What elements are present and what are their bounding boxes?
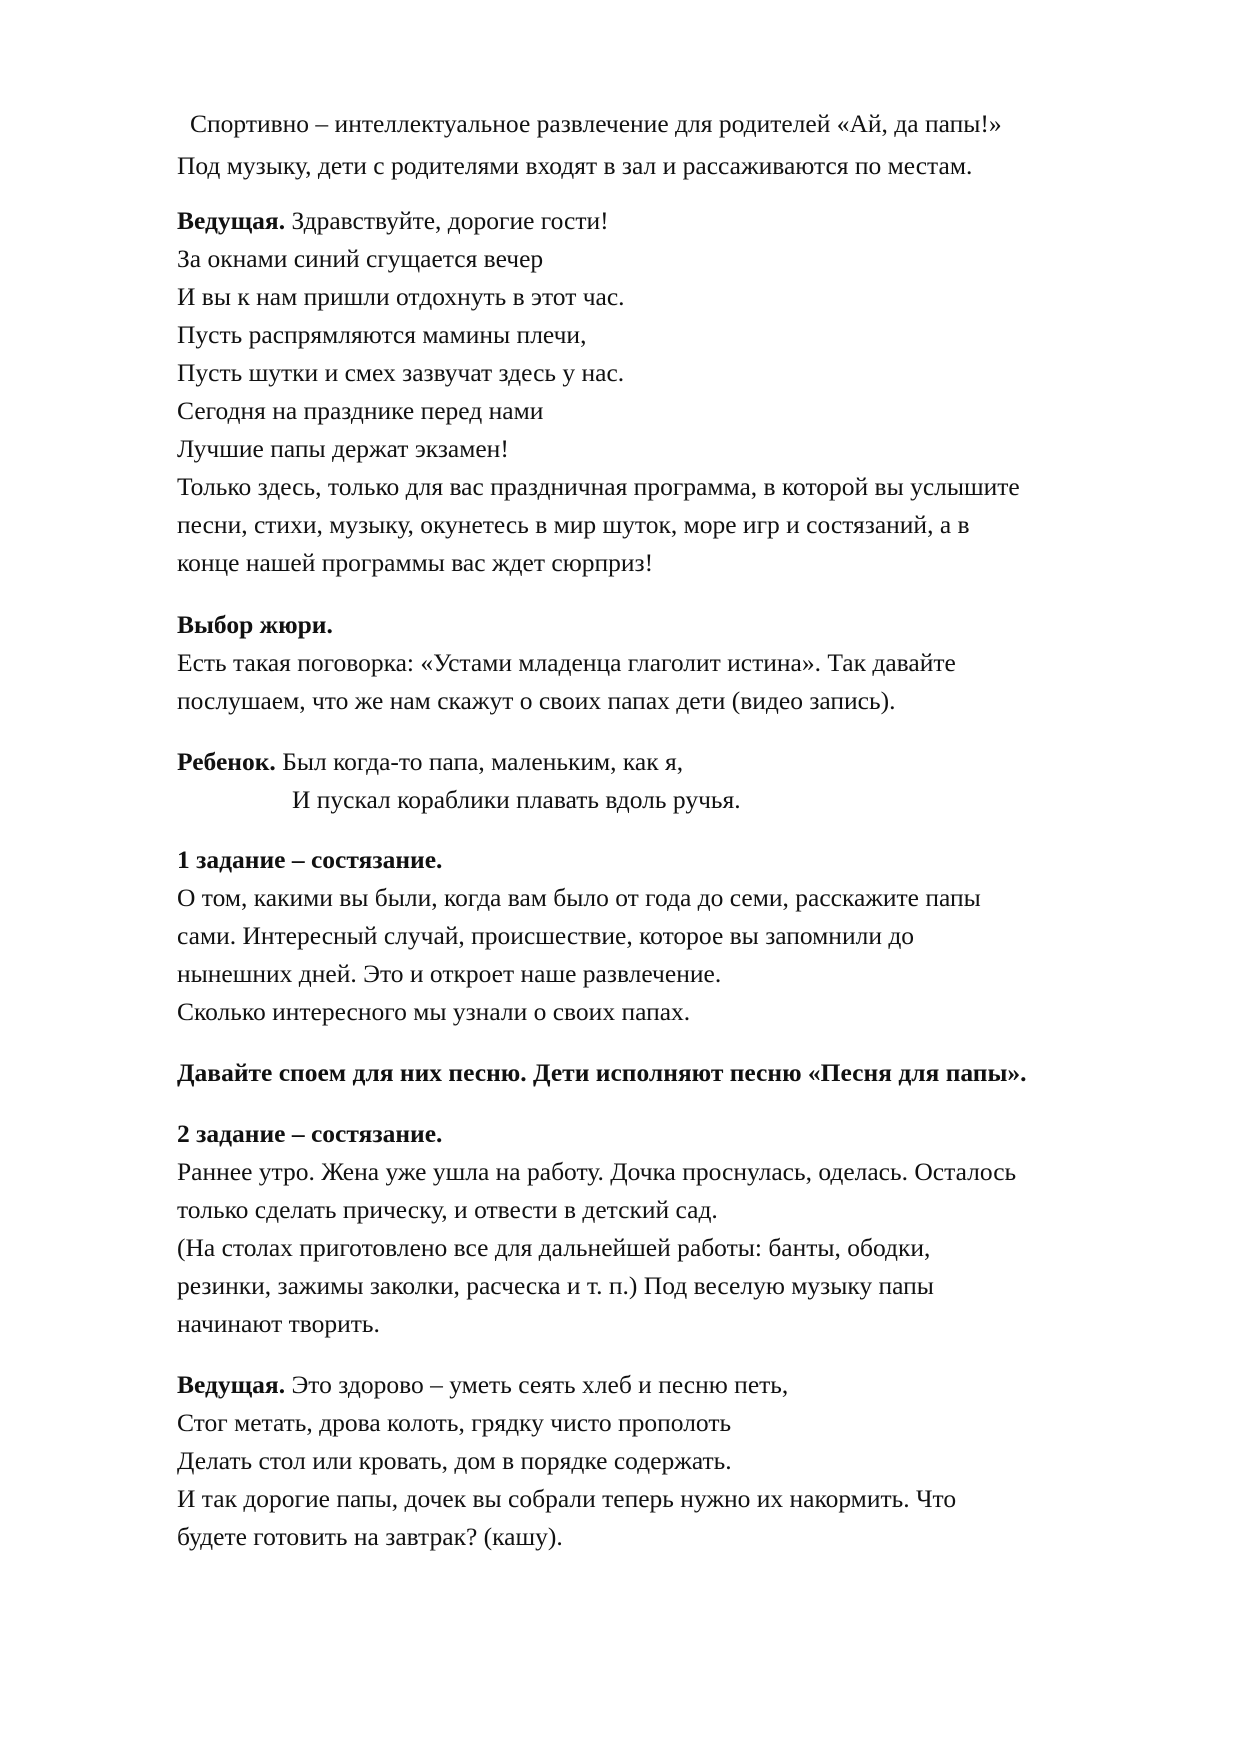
task-2-heading: 2 задание – состязание. (177, 1119, 443, 1148)
song-announcement: Давайте споем для них песню. Дети исполняют песню «Песня для папы». (177, 1058, 1027, 1087)
paragraph-line: (На столах приготовлено все для дальнейшей работы: банты, ободки, (177, 1233, 931, 1262)
poem-line: Пусть распрямляются мамины плечи, (177, 320, 587, 349)
host-line (177, 1369, 788, 1401)
paragraph-line: И так дорогие папы, дочек вы собрали теперь нужно их накормить. Что (177, 1484, 957, 1513)
host-verse-1: Это здорово – уметь сеять хлеб и песню петь, (285, 1370, 789, 1399)
child-verse-2: И пускал кораблики плавать вдоль ручья. (292, 785, 741, 814)
paragraph-line: Есть такая поговорка: «Устами младенца глаголит истина». Так давайте (177, 648, 956, 677)
paragraph-line: О том, какими вы были, когда вам было от года до семи, расскажите папы (177, 883, 981, 912)
task-1-heading: 1 задание – состязание. (177, 845, 443, 874)
poem-line: За окнами синий сгущается вечер (177, 244, 544, 273)
paragraph-line: начинают творить. (177, 1309, 380, 1338)
speaker-label: Ведущая. (177, 206, 286, 235)
paragraph-line: нынешних дней. Это и откроет наше развлечение. (177, 959, 722, 988)
paragraph-line: только сделать прическу, и отвести в детский сад. (177, 1195, 718, 1224)
paragraph-line: Раннее утро. Жена уже ушла на работу. Дочка проснулась, оделась. Осталось (177, 1157, 1017, 1186)
child-line (177, 746, 683, 778)
document-title: Спортивно – интеллектуальное развлечение для родителей «Ай, да папы!» (190, 109, 1002, 138)
host-line (177, 205, 609, 237)
poem-line: И вы к нам пришли отдохнуть в этот час. (177, 282, 625, 311)
poem-line: Лучшие папы держат экзамен! (177, 434, 509, 463)
poem-line: Сегодня на празднике перед нами (177, 396, 544, 425)
jury-heading: Выбор жюри. (177, 610, 333, 639)
paragraph-line: песни, стихи, музыку, окунетесь в мир шуток, море игр и состязаний, а в (177, 510, 970, 539)
paragraph-line: резинки, зажимы заколки, расческа и т. п.) Под веселую музыку папы (177, 1271, 934, 1300)
paragraph-line: Только здесь, только для вас праздничная программа, в которой вы услышите (177, 472, 1020, 501)
child-verse-1: Был когда-то папа, маленьким, как я, (275, 747, 684, 776)
speaker-label: Ведущая. (177, 1370, 286, 1399)
poem-line: Делать стол или кровать, дом в порядке содержать. (177, 1446, 732, 1475)
paragraph-line: сами. Интересный случай, происшествие, которое вы запомнили до (177, 921, 915, 950)
speaker-label: Ребенок. (177, 747, 276, 776)
paragraph-line: конце нашей программы вас ждет сюрприз! (177, 548, 654, 577)
paragraph-line: будете готовить на завтрак? (кашу). (177, 1522, 563, 1551)
host-greeting: Здравствуйте, дорогие гости! (285, 206, 609, 235)
paragraph-line: Сколько интересного мы узнали о своих папах. (177, 997, 691, 1026)
intro-text: Под музыку, дети с родителями входят в зал и рассаживаются по местам. (177, 151, 973, 180)
poem-line: Пусть шутки и смех зазвучат здесь у нас. (177, 358, 625, 387)
paragraph-line: послушаем, что же нам скажут о своих папах дети (видео запись). (177, 686, 896, 715)
poem-line: Стог метать, дрова колоть, грядку чисто прополоть (177, 1408, 732, 1437)
